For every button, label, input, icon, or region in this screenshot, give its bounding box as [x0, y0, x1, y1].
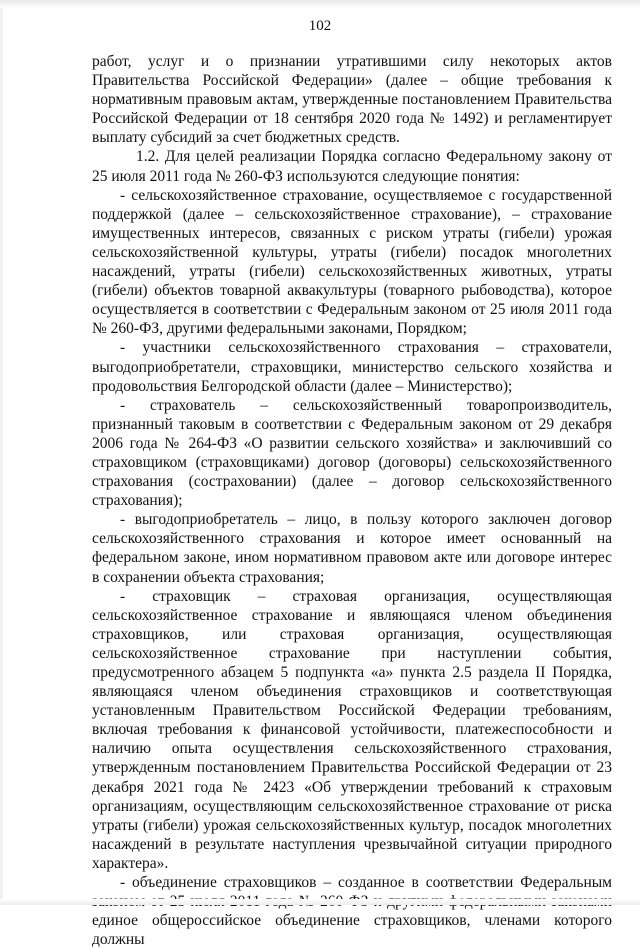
paragraph-insurer: - страховщик – страховая организация, осуществляющая сельскохозяйственное страхование и являющаяся членом объединения страховщиков, или страховая организация, осуществляющая сельскохозяйственное страхование при наступлении события, предусмотренного абзацем 5 подпункта «а» пункта 2.5 раздела II Порядка, являющаяся членом объединения страховщиков и соответствующая установленным Правительством Российской Федерации требованиям, включая требования к финансовой устойчивости, платежеспособности и наличию опыта осуществления сельскохозяйственного страхования, утвержденным постановлением Правительства Российской Федерации от 23 декабря 2021 года № 2423 «Об утверждении требований к страховым организациям, осуществляющим сельскохозяйственное страхование от риска утраты (гибели) урожая сельскохозяйственных культур, посадок многолетних насаждений в результате наступления чрезвычайной ситуации природного характера». [92, 587, 612, 872]
paragraph-beneficiary: - выгодоприобретатель – лицо, в пользу которого заключен договор сельскохозяйственного страхования и которое имеет основанный на федеральном законе, ином нормативном правовом акте или договоре интерес в сохранении объекта страхования; [92, 511, 612, 586]
paragraph-agri-insurance: - сельскохозяйственное страхование, осуществляемое с государственной поддержкой (далее – сельскохозяйственное страхование), – страхование имущественных интересов, связанных с риском утраты (гибели) урожая сельскохозяйственной культуры, утраты (гибели) посадок многолетних насаждений, утраты (гибели) сельскохозяйственных животных, утраты (гибели) объектов товарной аквакультуры (товарного рыбоводства), которое осуществляется в соответствии с Федеральным законом от 25 июля 2011 года № 260-ФЗ, другими федеральными законами, Порядком; [92, 186, 612, 338]
paragraph-definitions-intro: 1.2. Для целей реализации Порядка согласно Федеральному закону от 25 июля 2011 года № 260-ФЗ используются следующие понятия: [92, 148, 612, 185]
paragraph-insurers-association: - объединение страховщиков – созданное в соответствии Федеральным единое общероссийское объединение страховщиков, членами которого должны [92, 874, 612, 949]
scan-shadow-top [0, 0, 640, 8]
page-number: 102 [308, 18, 332, 34]
paragraph-participants: - участники сельскохозяйственного страхования – страхователи, выгодоприобретатели, страховщики, министерство сельского хозяйства и продовольствия Белгородской области (далее – Министерство); [92, 339, 612, 395]
scan-shadow-bottom [0, 899, 640, 905]
document-body [92, 52, 612, 949]
scan-edge [0, 0, 3, 905]
paragraph-continuation: работ, услуг и о признании утратившими силу некоторых актов Правительства Российской Федерации» (далее – общие требования к нормативным правовым актам, утвержденные постановлением Правительства Российской Федерации от 18 сентября 2020 года № 1492) и регламентирует выплату субсидий за счет бюджетных средств. [92, 53, 612, 147]
paragraph-policyholder: - страхователь – сельскохозяйственный товаропроизводитель, признанный таковым в соответствии с Федеральным законом от 29 декабря 2006 года № 264-ФЗ «О развитии сельского хозяйства» и заключивший со страховщиком (страховщиками) договор (договоры) сельскохозяйственного страхования (состраховании) (далее – договор сельскохозяйственного страхования); [92, 396, 612, 510]
